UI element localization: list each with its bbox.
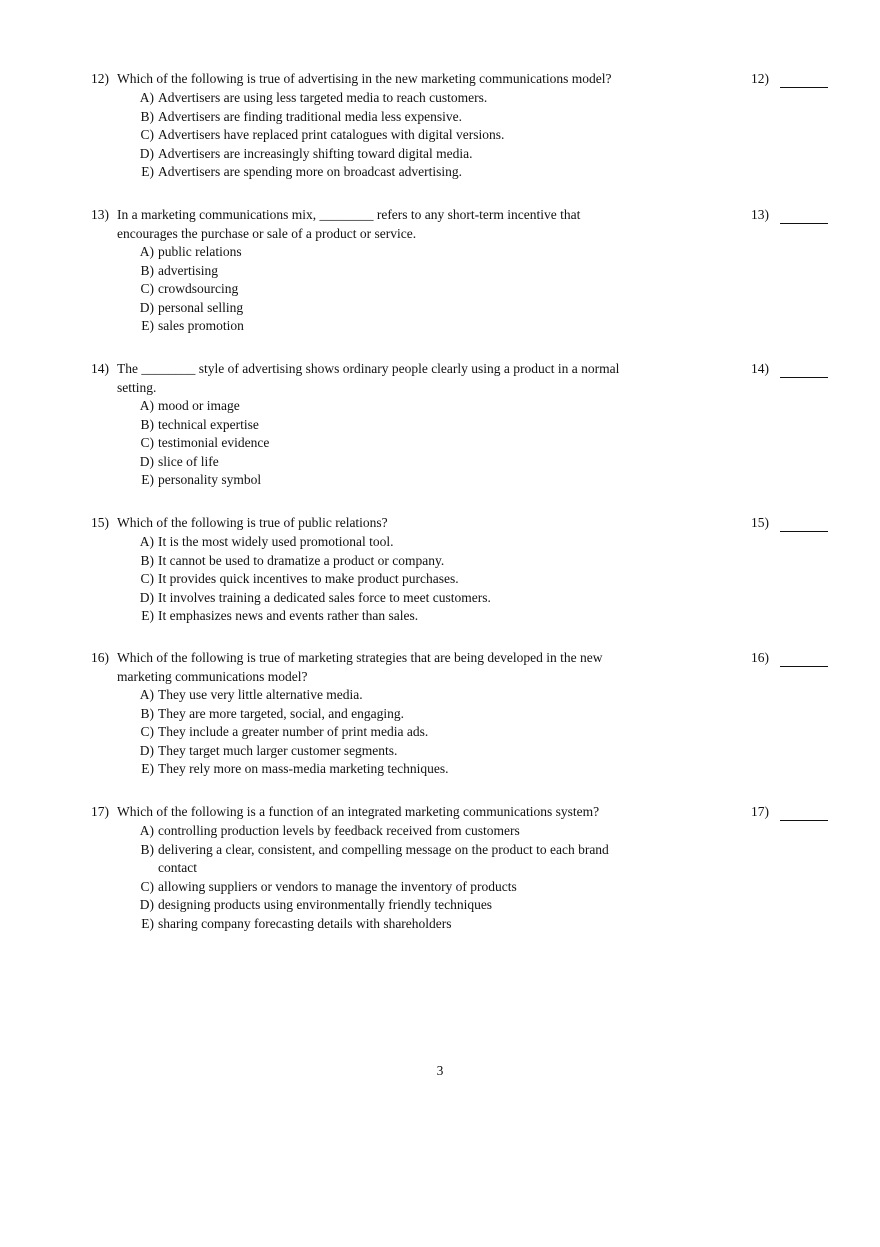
option-text: They rely more on mass-media marketing techniques. <box>158 761 449 777</box>
option-letter: B) <box>140 705 154 721</box>
option-letter: E) <box>141 761 154 777</box>
answer-number: 14) <box>751 361 769 376</box>
option-text: Advertisers are spending more on broadcast advertising. <box>158 164 463 180</box>
option-letter: A) <box>139 398 154 413</box>
option-b[interactable] <box>0 108 700 127</box>
option-letter: E) <box>141 164 154 180</box>
option-text: crowdsourcing <box>158 281 239 297</box>
option-letter: B) <box>140 262 154 278</box>
option-letter: D) <box>139 897 154 913</box>
option-a[interactable] <box>0 89 700 108</box>
option-letter: A) <box>139 687 154 702</box>
option-text: It cannot be used to dramatize a product or company. <box>158 552 445 568</box>
option-text: Advertisers have replaced print catalogues with digital versions. <box>158 127 505 143</box>
option-letter: B) <box>140 108 154 124</box>
question-number: 17) <box>91 804 109 819</box>
option-text: sales promotion <box>158 318 244 334</box>
option-d[interactable] <box>0 742 700 761</box>
option-d[interactable] <box>0 453 700 472</box>
answer-blank[interactable] <box>780 377 828 378</box>
answer-options <box>0 822 700 934</box>
option-text: It involves training a dedicated sales force to meet customers. <box>158 589 491 605</box>
question-number: 16) <box>91 650 109 665</box>
question-text: Which of the following is true of public relations? <box>117 515 388 530</box>
option-c[interactable] <box>0 280 700 299</box>
option-b[interactable] <box>0 552 700 571</box>
option-letter: C) <box>140 127 154 143</box>
answer-blank[interactable] <box>780 223 828 224</box>
option-letter: A) <box>139 823 154 838</box>
option-text: designing products using environmentally friendly techniques <box>158 897 493 913</box>
answer-blank[interactable] <box>780 820 828 821</box>
option-text: Advertisers are finding traditional media less expensive. <box>158 108 463 124</box>
option-a[interactable] <box>0 822 700 841</box>
option-letter: C) <box>140 724 154 740</box>
option-e[interactable] <box>0 471 700 490</box>
option-c[interactable] <box>0 723 700 742</box>
option-letter: E) <box>141 472 154 488</box>
answer-number: 17) <box>751 804 769 819</box>
option-text: They are more targeted, social, and engaging. <box>158 705 405 721</box>
option-text: mood or image <box>158 398 240 413</box>
question-number: 12) <box>91 71 109 86</box>
answer-options <box>0 243 700 336</box>
answer-options <box>0 686 700 779</box>
option-letter: B) <box>140 552 154 568</box>
option-letter: D) <box>139 742 154 758</box>
option-text: delivering a clear, consistent, and compelling message on the product to each brand contact <box>158 841 609 876</box>
answer-blank[interactable] <box>780 531 828 532</box>
answer-options <box>0 533 700 626</box>
answer-number: 15) <box>751 515 769 530</box>
page-number: 3 <box>436 1063 444 1078</box>
option-c[interactable] <box>0 434 700 453</box>
answer-number: 13) <box>751 207 769 222</box>
option-letter: A) <box>139 534 154 549</box>
option-letter: D) <box>139 589 154 605</box>
option-a[interactable] <box>0 397 700 416</box>
option-c[interactable] <box>0 570 700 589</box>
option-a[interactable] <box>0 533 700 552</box>
option-letter: C) <box>140 435 154 451</box>
question-text: Which of the following is true of marketing strategies that are being developed in the new marketing communications model? <box>117 650 603 684</box>
option-e[interactable] <box>0 163 700 182</box>
option-text: Advertisers are using less targeted media to reach customers. <box>158 90 488 105</box>
option-text: technical expertise <box>158 416 259 432</box>
option-a[interactable] <box>0 243 700 262</box>
option-b[interactable] <box>0 841 700 878</box>
option-letter: C) <box>140 281 154 297</box>
answer-options <box>0 89 700 182</box>
option-text: It is the most widely used promotional tool. <box>158 534 394 549</box>
answer-number: 16) <box>751 650 769 665</box>
option-letter: C) <box>140 878 154 894</box>
option-letter: B) <box>140 841 154 857</box>
option-text: advertising <box>158 262 218 278</box>
option-d[interactable] <box>0 589 700 608</box>
option-text: Advertisers are increasingly shifting toward digital media. <box>158 145 473 161</box>
option-b[interactable] <box>0 705 700 724</box>
answer-blank[interactable] <box>780 666 828 667</box>
option-text: slice of life <box>158 453 219 469</box>
option-text: It emphasizes news and events rather than sales. <box>158 608 419 624</box>
option-text: They target much larger customer segments. <box>158 742 398 758</box>
option-letter: D) <box>139 299 154 315</box>
option-b[interactable] <box>0 262 700 281</box>
option-b[interactable] <box>0 416 700 435</box>
option-letter: B) <box>140 416 154 432</box>
answer-blank[interactable] <box>780 87 828 88</box>
option-text: testimonial evidence <box>158 435 270 451</box>
option-letter: D) <box>139 453 154 469</box>
question-number: 14) <box>91 361 109 376</box>
option-text: They include a greater number of print media ads. <box>158 724 429 740</box>
option-letter: C) <box>140 571 154 587</box>
option-text: They use very little alternative media. <box>158 687 363 702</box>
option-text: allowing suppliers or vendors to manage the inventory of products <box>158 878 517 894</box>
option-e[interactable] <box>0 915 700 934</box>
option-text: personality symbol <box>158 472 262 488</box>
option-text: It provides quick incentives to make product purchases. <box>158 571 459 587</box>
question-text: The ________ style of advertising shows ordinary people clearly using a product in a normal setting. <box>117 361 620 395</box>
option-letter: E) <box>141 608 154 624</box>
answer-number: 12) <box>751 71 769 86</box>
option-d[interactable] <box>0 896 700 915</box>
option-letter: D) <box>139 145 154 161</box>
option-e[interactable] <box>0 760 700 779</box>
option-text: personal selling <box>158 299 244 315</box>
question-text: Which of the following is a function of an integrated marketing communications system? <box>117 804 600 819</box>
option-letter: E) <box>141 915 154 931</box>
option-a[interactable] <box>0 686 700 705</box>
option-d[interactable] <box>0 145 700 164</box>
question-text: In a marketing communications mix, ________ refers to any short-term incentive that encourages the purchase or sale of a product or service. <box>117 207 581 241</box>
option-text: sharing company forecasting details with shareholders <box>158 915 452 931</box>
option-c[interactable] <box>0 878 700 897</box>
question-text: Which of the following is true of advertising in the new marketing communications model? <box>117 71 612 86</box>
answer-options <box>0 397 700 490</box>
question-number: 15) <box>91 515 109 530</box>
option-text: controlling production levels by feedback received from customers <box>158 823 520 838</box>
question-number: 13) <box>91 207 109 222</box>
option-d[interactable] <box>0 299 700 318</box>
option-e[interactable] <box>0 317 700 336</box>
option-letter: E) <box>141 318 154 334</box>
option-e[interactable] <box>0 607 700 626</box>
option-letter: A) <box>139 244 154 259</box>
option-c[interactable] <box>0 126 700 145</box>
option-letter: A) <box>139 90 154 105</box>
option-text: public relations <box>158 244 242 259</box>
